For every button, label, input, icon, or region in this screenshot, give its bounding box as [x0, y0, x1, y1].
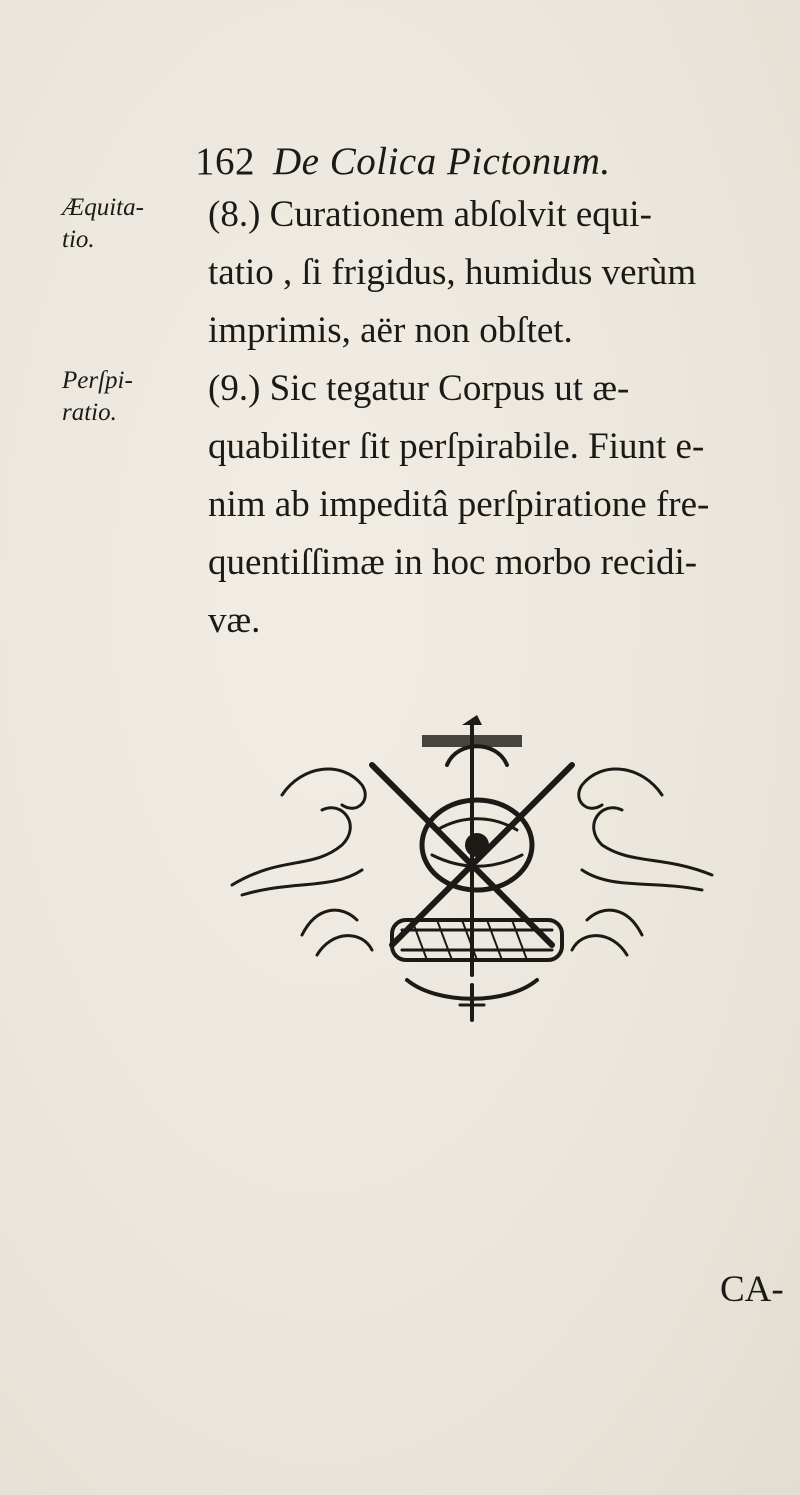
- trophy-of-arms-fleuron-icon: [222, 705, 722, 1025]
- margin-note-line: ratio.: [62, 399, 117, 426]
- catchword: CA-: [720, 1269, 784, 1310]
- text-line: quabiliter ſit perſpirabile. Fiunt e-: [208, 426, 705, 467]
- margin-note-aequitatio: [62, 192, 167, 256]
- text-line: tatio , ſi frigidus, humidus verùm: [208, 252, 697, 293]
- text-line: nim ab impeditâ perſpiratione fre-: [208, 484, 710, 525]
- text-line: imprimis, aër non obſtet.: [208, 310, 573, 351]
- text-line: (9.) Sic tegatur Corpus ut æ-: [208, 368, 630, 409]
- body-text: [208, 186, 768, 650]
- text-line: (8.) Curationem abſolvit equi-: [208, 194, 652, 235]
- running-title: De Colica Pictonum.: [273, 140, 611, 183]
- margin-note-line: Æquita-: [62, 194, 144, 221]
- margin-note-line: Perſpi-: [62, 367, 133, 394]
- running-head: [195, 140, 611, 184]
- text-line: væ.: [208, 600, 261, 641]
- margin-note-line: tio.: [62, 226, 95, 253]
- text-line: quentiſſimæ in hoc morbo recidi-: [208, 542, 698, 583]
- margin-note-perspiratio: [62, 365, 167, 429]
- page-number: 162: [195, 140, 255, 183]
